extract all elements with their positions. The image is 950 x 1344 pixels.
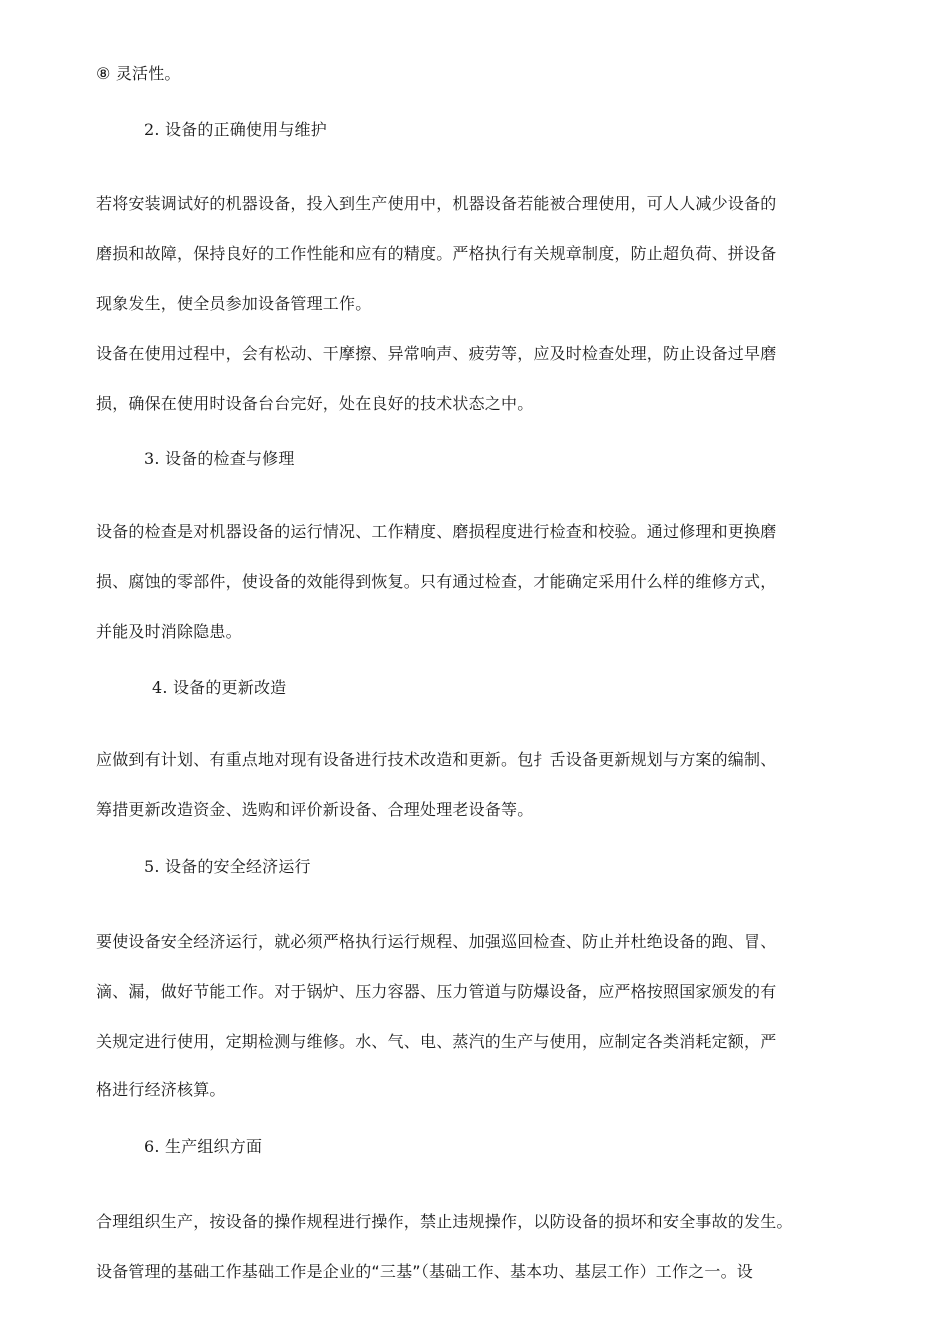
paragraph-line: 设备管理的基础工作基础工作是企业的“三基”（基础工作、基本功、基层工作）工作之一。设 xyxy=(96,1262,753,1281)
paragraph-line: 合理组织生产，按设备的操作规程进行操作，禁止违规操作，以防设备的损坏和安全事故的发生。 xyxy=(96,1212,793,1231)
paragraph-line: 设备在使用过程中，会有松动、干摩擦、异常响声、疲劳等，应及时检查处理，防止设备过早磨 xyxy=(96,344,777,363)
paragraph-line: 若将安装调试好的机器设备，投入到生产使用中，机器设备若能被合理使用，可人人减少设备的 xyxy=(96,194,777,213)
section-heading-5: 5. 设备的安全经济运行 xyxy=(144,857,311,876)
paragraph-line: 滴、漏，做好节能工作。对于锅炉、压力容器、压力管道与防爆设备，应严格按照国家颁发的有 xyxy=(96,982,777,1001)
paragraph-line: 应做到有计划、有重点地对现有设备进行技术改造和更新。包扌舌设备更新规划与方案的编制、 xyxy=(96,750,777,769)
section-heading-4: 4. 设备的更新改造 xyxy=(152,678,287,697)
paragraph-line: 要使设备安全经济运行，就必须严格执行运行规程、加强巡回检查、防止并杜绝设备的跑、冒、 xyxy=(96,932,777,951)
paragraph-line: 筹措更新改造资金、选购和评价新设备、合理处理老设备等。 xyxy=(96,800,534,819)
paragraph-line: 现象发生，使全员参加设备管理工作。 xyxy=(96,294,372,313)
list-item-8: ⑧ 灵活性。 xyxy=(96,64,181,83)
paragraph-line: 损、腐蚀的零部件，使设备的效能得到恢复。只有通过检查，才能确定采用什么样的维修方式， xyxy=(96,572,777,591)
section-heading-3: 3. 设备的检查与修理 xyxy=(144,449,295,468)
paragraph-line: 关规定进行使用，定期检测与维修。水、气、电、蒸汽的生产与使用，应制定各类消耗定额，严 xyxy=(96,1032,777,1051)
paragraph-line: 并能及时消除隐患。 xyxy=(96,622,242,641)
section-heading-2: 2. 设备的正确使用与维护 xyxy=(144,120,327,139)
paragraph-line: 格进行经济核算。 xyxy=(96,1080,226,1099)
section-heading-6: 6. 生产组织方面 xyxy=(144,1137,263,1156)
paragraph-line: 损，确保在使用时设备台台完好，处在良好的技术状态之中。 xyxy=(96,394,534,413)
paragraph-line: 设备的检查是对机器设备的运行情况、工作精度、磨损程度进行检查和校验。通过修理和更换磨 xyxy=(96,522,777,541)
paragraph-line: 磨损和故障，保持良好的工作性能和应有的精度。严格执行有关规章制度，防止超负荷、拼设备 xyxy=(96,244,777,263)
